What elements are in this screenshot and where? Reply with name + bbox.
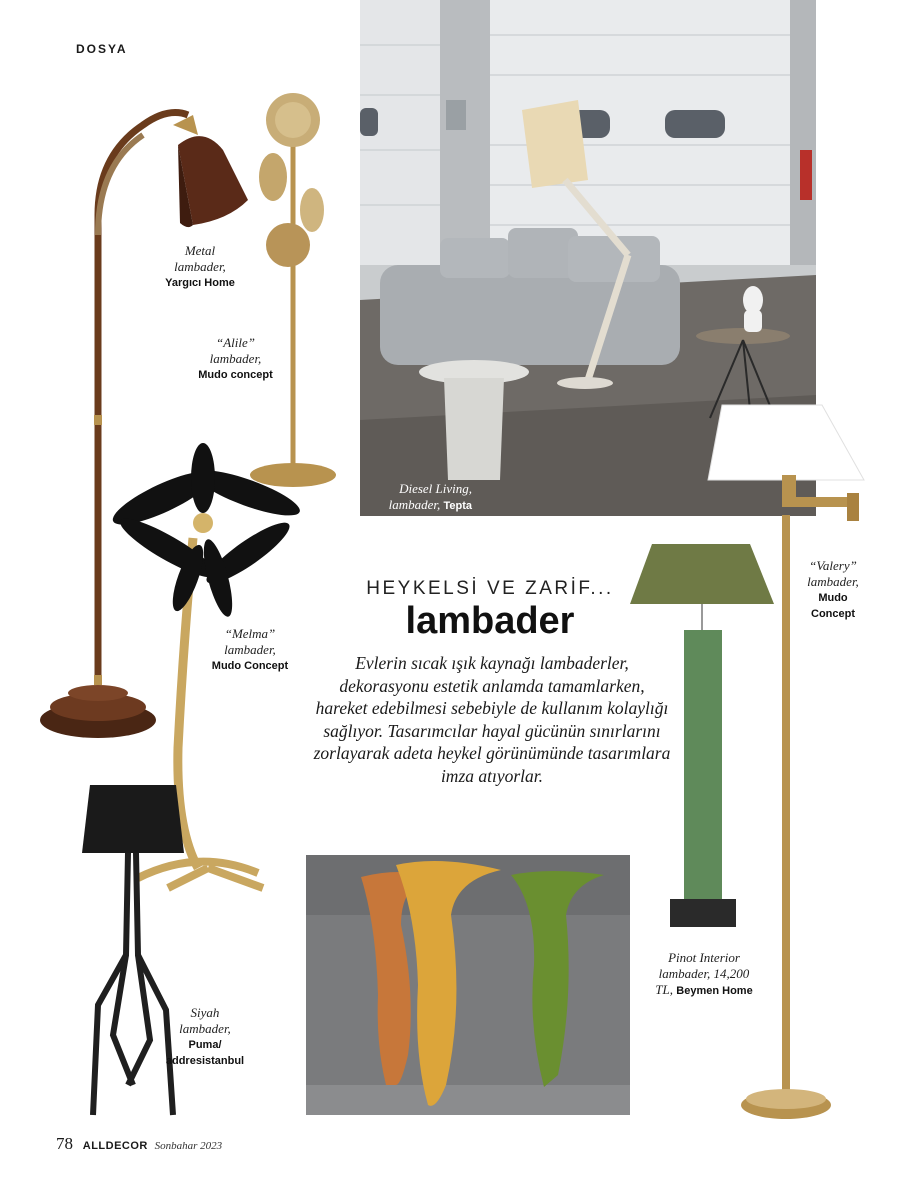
valery-swing-lamp-image <box>682 405 872 1125</box>
page-number: 78 <box>56 1134 73 1153</box>
issue-label: Sonbahar 2023 <box>154 1140 223 1152</box>
article-title: lambader <box>405 600 575 642</box>
caption-valery-lamp: “Valery” lambader, Mudo Concept <box>807 558 859 620</box>
page-footer <box>56 1134 222 1154</box>
caption-pinot-lamp: Pinot Interior lambader, 14,200 TL, Beymen Home <box>655 950 753 997</box>
alile-brass-lamp-image <box>248 85 348 490</box>
section-label: DOSYA <box>76 42 128 56</box>
article-kicker: HEYKELSİ VE ZARİF... <box>366 578 614 599</box>
siyah-black-lamp-image <box>78 785 188 1120</box>
caption-diesel-living: Diesel Living, lambader, Tepta <box>388 481 472 512</box>
caption-metal-lamp: Metal lambader, Yargıcı Home <box>165 243 235 289</box>
caption-siyah-lamp: Siyah lambader, Puma/ addresistanbul <box>165 1005 245 1067</box>
fiber-vases-photo <box>306 855 630 1115</box>
article-body: Evlerin sıcak ışık kaynağı lambaderler, dekorasyonu estetik anlamda tamamlarken, hareket edebilmesi sebebiyle de kullanım kolaylığı sağlıyor. Tasarımcılar hayal gücünün sınırlarını zorlayarak adeta heykel görünümünde tasarımlara imza atıyorlar. <box>313 653 671 786</box>
caption-alile-lamp: “Alile” lambader, Mudo concept <box>198 335 273 381</box>
caption-melma-lamp: “Melma” lambader, Mudo Concept <box>211 626 289 672</box>
magazine-name: ALLDECOR <box>82 1140 148 1152</box>
